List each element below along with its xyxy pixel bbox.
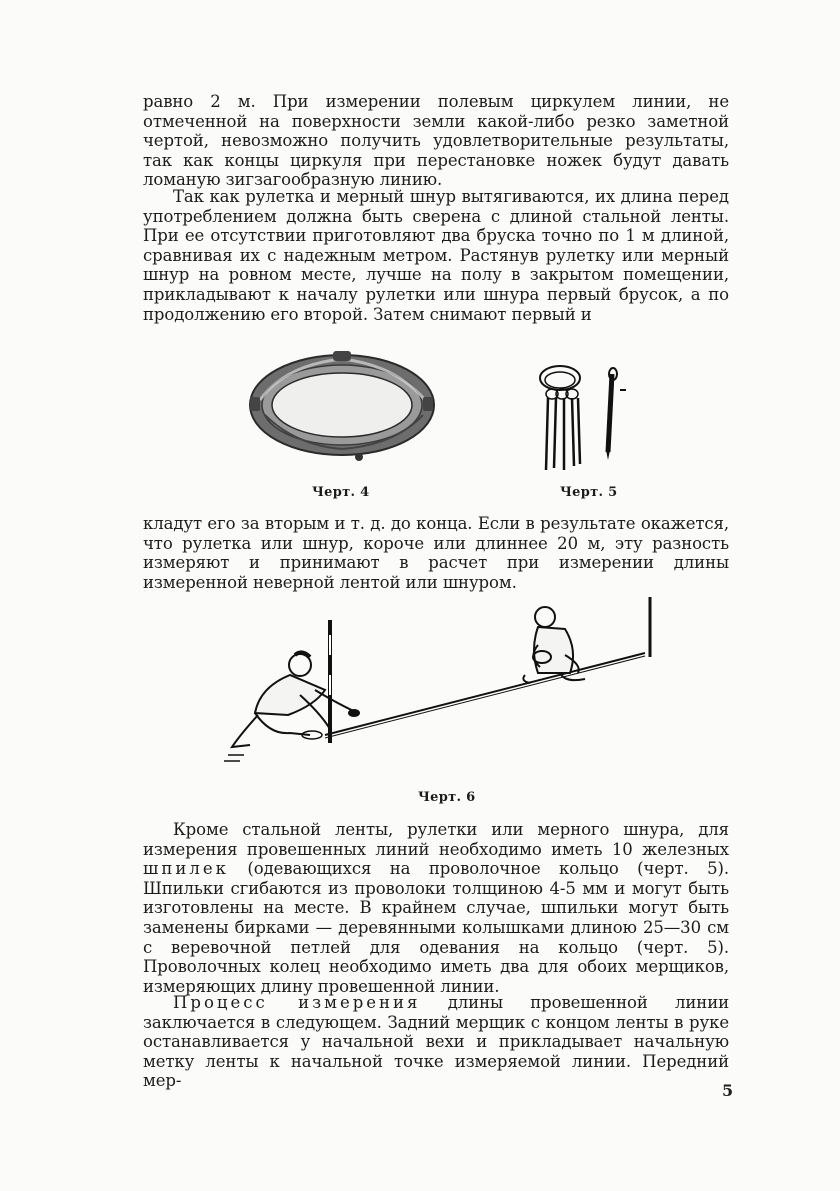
- paragraph-5-text: длины провешенной линии заключается в следующем. Задний мерщик с концом ленты в руке останавливается у начальной вехи и прикладывает начальную метку ленты к начальной точке измеряемой линии. Передний мер-: [143, 993, 729, 1091]
- paragraph-5: [143, 993, 729, 1091]
- paragraph-4-spaced-term: шпилек: [143, 859, 229, 879]
- paragraph-5-spaced-term: Процесс измерения: [173, 993, 421, 1012]
- paragraph-4: [143, 820, 729, 996]
- paragraph-2: Так как рулетка и мерный шнур вытягиваются, их длина перед употреблением должна быть сверена с длиной стальной ленты. При ее отсутствии приготовляют два бруска точно по 1 м длиной, сравнивая их с надежным метром. Растянув рулетку или мерный шнур на ровном месте, лучше на полу в закрытом помещении, прикладывают к началу рулетки или шнура первый брусок, а по продолжению его второй. Затем снимают первый и: [143, 187, 729, 324]
- figure-5-pins-ring: [520, 360, 640, 475]
- figure-4-tape-ring: [245, 345, 440, 465]
- figure-6-measuring-scene: [220, 595, 665, 775]
- paragraph-1: равно 2 м. При измерении полевым циркулем линии, не отмеченной на поверхности земли какой-либо резко заметной чертой, невозможно получить удовлетворительные результаты, так как концы циркуля при перестановке ножек будут давать ломаную зигзагообразную линию.: [143, 92, 729, 190]
- figure-6-caption: Черт. 6: [418, 790, 476, 805]
- page-number: 5: [722, 1081, 734, 1100]
- figure-5-caption: Черт. 5: [560, 485, 618, 500]
- paragraph-4-text-a: Кроме стальной ленты, рулетки или мерного шнура, для измерения провешенных линий необходимо иметь 10 железных: [143, 820, 729, 859]
- paragraph-3: кладут его за вторым и т. д. до конца. Если в результате окажется, что рулетка или шнур, короче или длиннее 20 м, эту разность измеряют и принимают в расчет при измерении длины измеренной неверной лентой или шнуром.: [143, 514, 729, 592]
- figure-4-caption: Черт. 4: [312, 485, 370, 500]
- paragraph-4-text-b: (одевающихся на проволочное кольцо (черт. 5). Шпильки сгибаются из проволоки толщиною 4-5 мм и могут быть изготовлены на месте. В крайнем случае, шпильки могут быть заменены бирками — деревянными колышками длиною 25—30 см с веревочной петлей для одевания на кольцо (черт. 5). Проволочных колец необходимо иметь два для обоих мерщиков, измеряющих длину провешенной линии.: [143, 859, 729, 996]
